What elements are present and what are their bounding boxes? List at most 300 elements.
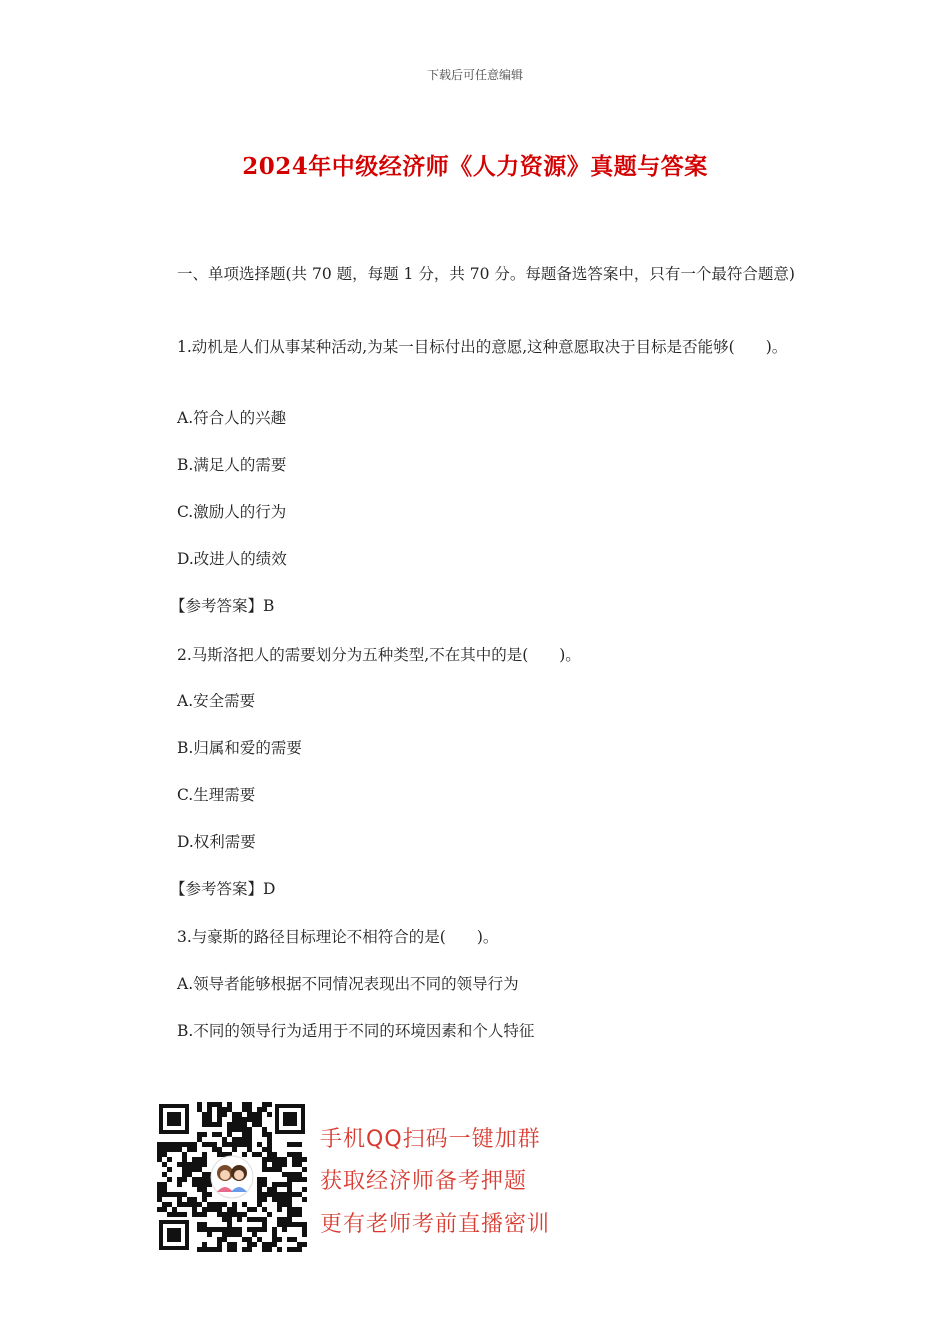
qr-module bbox=[157, 1187, 162, 1192]
qr-module bbox=[202, 1227, 207, 1232]
qr-module bbox=[302, 1167, 307, 1172]
qr-module bbox=[287, 1192, 292, 1197]
qr-module bbox=[157, 1207, 162, 1212]
qr-module bbox=[262, 1127, 267, 1132]
qr-module bbox=[157, 1157, 162, 1162]
qr-module bbox=[162, 1142, 167, 1147]
qr-module bbox=[257, 1227, 262, 1232]
qr-module bbox=[202, 1172, 207, 1177]
qr-module bbox=[242, 1202, 247, 1207]
qr-module bbox=[197, 1177, 202, 1182]
qr-module bbox=[247, 1242, 252, 1247]
qr-module bbox=[207, 1182, 212, 1187]
qr-module bbox=[287, 1237, 292, 1242]
qr-module bbox=[302, 1197, 307, 1202]
qr-module bbox=[172, 1212, 177, 1217]
qr-module bbox=[217, 1212, 222, 1217]
qr-module bbox=[287, 1142, 292, 1147]
qr-module bbox=[267, 1132, 272, 1137]
qr-module bbox=[202, 1222, 207, 1227]
qr-module bbox=[277, 1202, 282, 1207]
qr-module bbox=[292, 1152, 297, 1157]
qr-module bbox=[187, 1147, 192, 1152]
qr-module bbox=[272, 1242, 277, 1247]
qr-module bbox=[207, 1232, 212, 1237]
qr-module bbox=[172, 1207, 177, 1212]
qr-module bbox=[177, 1182, 182, 1187]
qr-module bbox=[242, 1102, 247, 1107]
qr-module bbox=[267, 1112, 272, 1117]
qr-module bbox=[287, 1152, 292, 1157]
qr-module bbox=[157, 1182, 162, 1187]
qr-module bbox=[267, 1142, 272, 1147]
qr-module bbox=[192, 1212, 197, 1217]
qr-module bbox=[277, 1197, 282, 1202]
question-2-option-b: B.归属和爱的需要 bbox=[177, 739, 302, 757]
qr-module bbox=[197, 1182, 202, 1187]
qr-module bbox=[267, 1212, 272, 1217]
qr-module bbox=[177, 1177, 182, 1182]
qr-module bbox=[302, 1232, 307, 1237]
qr-module bbox=[302, 1157, 307, 1162]
qr-module bbox=[247, 1147, 252, 1152]
qr-module bbox=[177, 1202, 182, 1207]
qr-module bbox=[232, 1207, 237, 1212]
qr-module bbox=[207, 1247, 212, 1252]
qr-module bbox=[167, 1212, 172, 1217]
qr-module bbox=[267, 1242, 272, 1247]
qr-module bbox=[257, 1107, 262, 1112]
qr-module bbox=[232, 1227, 237, 1232]
qr-module bbox=[297, 1177, 302, 1182]
qr-module bbox=[242, 1152, 247, 1157]
qr-module bbox=[232, 1147, 237, 1152]
qr-module bbox=[267, 1147, 272, 1152]
qr-module bbox=[197, 1202, 202, 1207]
qr-module bbox=[182, 1177, 187, 1182]
qr-module bbox=[162, 1172, 167, 1177]
qr-module bbox=[247, 1127, 252, 1132]
qr-module bbox=[262, 1157, 267, 1162]
qr-module bbox=[237, 1217, 242, 1222]
qr-module bbox=[267, 1137, 272, 1142]
qr-module bbox=[297, 1157, 302, 1162]
qr-module bbox=[217, 1147, 222, 1152]
qr-module bbox=[267, 1102, 272, 1107]
qr-module bbox=[292, 1247, 297, 1252]
qr-module bbox=[202, 1152, 207, 1157]
qr-module bbox=[212, 1147, 217, 1152]
qr-module bbox=[162, 1202, 167, 1207]
qr-module bbox=[157, 1147, 162, 1152]
qr-module bbox=[262, 1107, 267, 1112]
qr-module bbox=[287, 1177, 292, 1182]
qr-module bbox=[237, 1127, 242, 1132]
qr-module bbox=[247, 1247, 252, 1252]
qr-module bbox=[277, 1217, 282, 1222]
qr-module bbox=[167, 1147, 172, 1152]
qr-module bbox=[262, 1197, 267, 1202]
qr-module bbox=[242, 1237, 247, 1242]
qr-module bbox=[262, 1242, 267, 1247]
qr-finder-pattern bbox=[159, 1104, 189, 1134]
qr-module bbox=[207, 1107, 212, 1112]
qr-module bbox=[197, 1222, 202, 1227]
qr-module bbox=[277, 1222, 282, 1227]
qr-module bbox=[232, 1122, 237, 1127]
qr-module bbox=[277, 1237, 282, 1242]
question-1-option-b: B.满足人的需要 bbox=[177, 456, 287, 474]
qr-module bbox=[247, 1237, 252, 1242]
qr-module bbox=[262, 1207, 267, 1212]
question-3-stem: 3.与豪斯的路径目标理论不相符合的是( )。 bbox=[177, 928, 499, 946]
qr-module bbox=[197, 1227, 202, 1232]
qr-module bbox=[277, 1192, 282, 1197]
qr-module bbox=[247, 1112, 252, 1117]
qr-module bbox=[292, 1142, 297, 1147]
qr-module bbox=[202, 1187, 207, 1192]
qr-module bbox=[162, 1187, 167, 1192]
qr-module bbox=[272, 1167, 277, 1172]
qr-module bbox=[262, 1192, 267, 1197]
qr-module bbox=[262, 1132, 267, 1137]
qr-module bbox=[247, 1207, 252, 1212]
qr-module bbox=[222, 1112, 227, 1117]
question-2-stem: 2.马斯洛把人的需要划分为五种类型,不在其中的是( )。 bbox=[177, 646, 581, 664]
qr-module bbox=[212, 1227, 217, 1232]
qr-module bbox=[287, 1202, 292, 1207]
qr-module bbox=[217, 1247, 222, 1252]
qr-module bbox=[187, 1162, 192, 1167]
qr-module bbox=[287, 1222, 292, 1227]
qr-module bbox=[202, 1247, 207, 1252]
qr-module bbox=[227, 1142, 232, 1147]
qr-module bbox=[227, 1232, 232, 1237]
qr-module bbox=[197, 1187, 202, 1192]
qr-module bbox=[192, 1147, 197, 1152]
qr-module bbox=[227, 1247, 232, 1252]
qr-module bbox=[237, 1142, 242, 1147]
qr-module bbox=[207, 1112, 212, 1117]
qr-module bbox=[232, 1232, 237, 1237]
qr-module bbox=[212, 1247, 217, 1252]
qr-module bbox=[282, 1197, 287, 1202]
qr-module bbox=[262, 1162, 267, 1167]
qr-module bbox=[252, 1242, 257, 1247]
qr-module bbox=[292, 1162, 297, 1167]
qr-module bbox=[222, 1212, 227, 1217]
qr-module bbox=[227, 1132, 232, 1137]
qr-module bbox=[177, 1192, 182, 1197]
qr-module bbox=[167, 1157, 172, 1162]
qr-module bbox=[297, 1207, 302, 1212]
qr-module bbox=[192, 1202, 197, 1207]
qr-module bbox=[192, 1207, 197, 1212]
question-2-answer: 【参考答案】D bbox=[170, 880, 276, 898]
qr-module bbox=[202, 1207, 207, 1212]
qr-module bbox=[292, 1237, 297, 1242]
qr-module bbox=[202, 1157, 207, 1162]
qr-module bbox=[252, 1117, 257, 1122]
qr-module bbox=[287, 1172, 292, 1177]
qr-module bbox=[162, 1207, 167, 1212]
qr-module bbox=[197, 1167, 202, 1172]
qr-module bbox=[232, 1127, 237, 1132]
question-3-option-b: B.不同的领导行为适用于不同的环境因素和个人特征 bbox=[177, 1022, 535, 1040]
qr-finder-pattern bbox=[159, 1220, 189, 1250]
page-header: 下载后可任意编辑 bbox=[426, 68, 523, 82]
qr-module bbox=[222, 1152, 227, 1157]
qr-module bbox=[232, 1117, 237, 1122]
qr-module bbox=[262, 1217, 267, 1222]
qr-module bbox=[162, 1147, 167, 1152]
qr-module bbox=[297, 1172, 302, 1177]
qr-module bbox=[192, 1142, 197, 1147]
qr-module bbox=[257, 1192, 262, 1197]
qr-module bbox=[217, 1237, 222, 1242]
qr-module bbox=[192, 1162, 197, 1167]
qr-module bbox=[202, 1132, 207, 1137]
qr-module bbox=[202, 1212, 207, 1217]
qr-module bbox=[242, 1247, 247, 1252]
qr-module bbox=[272, 1197, 277, 1202]
qr-module bbox=[297, 1242, 302, 1247]
qr-module bbox=[272, 1157, 277, 1162]
question-2-option-c: C.生理需要 bbox=[177, 786, 256, 804]
qr-module bbox=[217, 1227, 222, 1232]
qr-module bbox=[272, 1182, 277, 1187]
qr-module bbox=[242, 1137, 247, 1142]
qr-module bbox=[192, 1197, 197, 1202]
qr-module bbox=[197, 1157, 202, 1162]
qr-module bbox=[247, 1142, 252, 1147]
qr-module bbox=[167, 1177, 172, 1182]
qr-module bbox=[157, 1142, 162, 1147]
qr-module bbox=[272, 1237, 277, 1242]
qr-module bbox=[232, 1242, 237, 1247]
qr-module bbox=[217, 1242, 222, 1247]
qr-module bbox=[297, 1222, 302, 1227]
qr-module bbox=[207, 1207, 212, 1212]
qr-module bbox=[262, 1102, 267, 1107]
qr-module bbox=[187, 1202, 192, 1207]
qr-module bbox=[262, 1177, 267, 1182]
qr-module bbox=[242, 1122, 247, 1127]
qr-module bbox=[267, 1167, 272, 1172]
qr-module bbox=[297, 1212, 302, 1217]
qr-module bbox=[277, 1207, 282, 1212]
qr-module bbox=[227, 1217, 232, 1222]
qr-module bbox=[282, 1227, 287, 1232]
question-2-option-a: A.安全需要 bbox=[177, 692, 256, 710]
qr-module bbox=[202, 1182, 207, 1187]
qr-module bbox=[232, 1142, 237, 1147]
qr-module bbox=[237, 1137, 242, 1142]
qr-module bbox=[207, 1102, 212, 1107]
qr-module bbox=[182, 1142, 187, 1147]
qr-module bbox=[167, 1167, 172, 1172]
qq-avatar-icon bbox=[211, 1156, 253, 1198]
qr-module bbox=[197, 1212, 202, 1217]
qr-module bbox=[177, 1162, 182, 1167]
qr-module bbox=[207, 1117, 212, 1122]
qr-module bbox=[242, 1212, 247, 1217]
qr-module bbox=[187, 1197, 192, 1202]
qr-module bbox=[192, 1157, 197, 1162]
qr-module bbox=[292, 1207, 297, 1212]
qr-module bbox=[157, 1152, 162, 1157]
qr-module bbox=[257, 1177, 262, 1182]
qr-module bbox=[257, 1237, 262, 1242]
qr-module bbox=[257, 1152, 262, 1157]
qr-module bbox=[257, 1142, 262, 1147]
qr-module bbox=[197, 1137, 202, 1142]
qr-module bbox=[227, 1227, 232, 1232]
qr-module bbox=[302, 1227, 307, 1232]
qr-module bbox=[257, 1217, 262, 1222]
qr-module bbox=[267, 1192, 272, 1197]
qr-module bbox=[172, 1192, 177, 1197]
qr-module bbox=[167, 1192, 172, 1197]
qr-module bbox=[172, 1147, 177, 1152]
qr-module bbox=[242, 1142, 247, 1147]
question-1-answer: 【参考答案】B bbox=[170, 597, 275, 615]
qr-module bbox=[302, 1177, 307, 1182]
qr-module bbox=[237, 1212, 242, 1217]
qr-module bbox=[292, 1172, 297, 1177]
qr-module bbox=[227, 1207, 232, 1212]
qr-module bbox=[227, 1222, 232, 1227]
qr-module bbox=[252, 1207, 257, 1212]
qr-module bbox=[252, 1227, 257, 1232]
qr-module bbox=[232, 1212, 237, 1217]
qr-module bbox=[297, 1162, 302, 1167]
qr-module bbox=[297, 1152, 302, 1157]
qr-module bbox=[257, 1122, 262, 1127]
qr-module bbox=[227, 1122, 232, 1127]
qr-finder-pattern bbox=[275, 1104, 305, 1134]
qr-module bbox=[252, 1112, 257, 1117]
qr-module bbox=[282, 1222, 287, 1227]
qr-module bbox=[217, 1112, 222, 1117]
qr-module bbox=[282, 1172, 287, 1177]
qr-module bbox=[227, 1107, 232, 1112]
qr-module bbox=[157, 1197, 162, 1202]
qr-module bbox=[212, 1102, 217, 1107]
qr-module bbox=[217, 1152, 222, 1157]
qr-module bbox=[177, 1142, 182, 1147]
qr-module bbox=[262, 1222, 267, 1227]
qr-module bbox=[217, 1117, 222, 1122]
qr-module bbox=[272, 1192, 277, 1197]
qr-module bbox=[247, 1102, 252, 1107]
qr-module bbox=[167, 1142, 172, 1147]
qr-module bbox=[297, 1192, 302, 1197]
qr-module bbox=[292, 1212, 297, 1217]
qr-module bbox=[287, 1207, 292, 1212]
qr-module bbox=[232, 1202, 237, 1207]
qr-module bbox=[162, 1182, 167, 1187]
qr-module bbox=[182, 1167, 187, 1172]
qr-module bbox=[212, 1142, 217, 1147]
qr-module bbox=[267, 1152, 272, 1157]
qr-module bbox=[242, 1127, 247, 1132]
qr-module bbox=[207, 1202, 212, 1207]
qr-module bbox=[262, 1247, 267, 1252]
qr-module bbox=[227, 1242, 232, 1247]
qr-module bbox=[202, 1122, 207, 1127]
qr-module bbox=[282, 1217, 287, 1222]
qr-module bbox=[292, 1222, 297, 1227]
qr-module bbox=[302, 1222, 307, 1227]
qr-module bbox=[262, 1147, 267, 1152]
qr-module bbox=[287, 1212, 292, 1217]
qr-module bbox=[257, 1187, 262, 1192]
qr-module bbox=[217, 1207, 222, 1212]
qr-module bbox=[192, 1182, 197, 1187]
qr-module bbox=[177, 1147, 182, 1152]
qr-module bbox=[252, 1122, 257, 1127]
qr-module bbox=[272, 1232, 277, 1237]
qr-module bbox=[257, 1197, 262, 1202]
qr-module bbox=[217, 1122, 222, 1127]
qr-module bbox=[202, 1142, 207, 1147]
qr-code-image[interactable] bbox=[157, 1102, 307, 1252]
qr-module bbox=[257, 1117, 262, 1122]
qr-module bbox=[232, 1137, 237, 1142]
qr-module bbox=[222, 1232, 227, 1237]
promo-line-3: 更有老师考前直播密训 bbox=[320, 1212, 551, 1237]
qr-module bbox=[197, 1102, 202, 1107]
qr-module bbox=[167, 1202, 172, 1207]
qr-module bbox=[207, 1122, 212, 1127]
question-1-option-c: C.激励人的行为 bbox=[177, 503, 287, 521]
qr-module bbox=[287, 1197, 292, 1202]
qr-module bbox=[247, 1117, 252, 1122]
qr-module bbox=[217, 1102, 222, 1107]
qr-module bbox=[262, 1227, 267, 1232]
qr-module bbox=[267, 1157, 272, 1162]
qr-module bbox=[222, 1217, 227, 1222]
document-title: 2024年中级经济师《人力资源》真题与答案 bbox=[242, 153, 708, 180]
qr-module bbox=[227, 1127, 232, 1132]
qr-module bbox=[247, 1132, 252, 1137]
qr-module bbox=[182, 1192, 187, 1197]
qr-module bbox=[237, 1117, 242, 1122]
qr-module bbox=[267, 1187, 272, 1192]
qr-module bbox=[237, 1232, 242, 1237]
qr-module bbox=[187, 1142, 192, 1147]
qr-module bbox=[237, 1227, 242, 1232]
qr-module bbox=[162, 1162, 167, 1167]
qr-module bbox=[287, 1217, 292, 1222]
qr-module bbox=[232, 1247, 237, 1252]
qr-module bbox=[297, 1142, 302, 1147]
qr-module bbox=[227, 1102, 232, 1107]
qr-module bbox=[222, 1107, 227, 1112]
qr-module bbox=[282, 1182, 287, 1187]
qr-module bbox=[202, 1177, 207, 1182]
qr-module bbox=[287, 1182, 292, 1187]
qr-module bbox=[207, 1142, 212, 1147]
qr-module bbox=[292, 1192, 297, 1197]
qr-module bbox=[242, 1117, 247, 1122]
question-3-option-a: A.领导者能够根据不同情况表现出不同的领导行为 bbox=[177, 975, 519, 993]
qr-module bbox=[262, 1167, 267, 1172]
qr-module bbox=[242, 1132, 247, 1137]
qr-module bbox=[157, 1192, 162, 1197]
qr-module bbox=[212, 1132, 217, 1137]
